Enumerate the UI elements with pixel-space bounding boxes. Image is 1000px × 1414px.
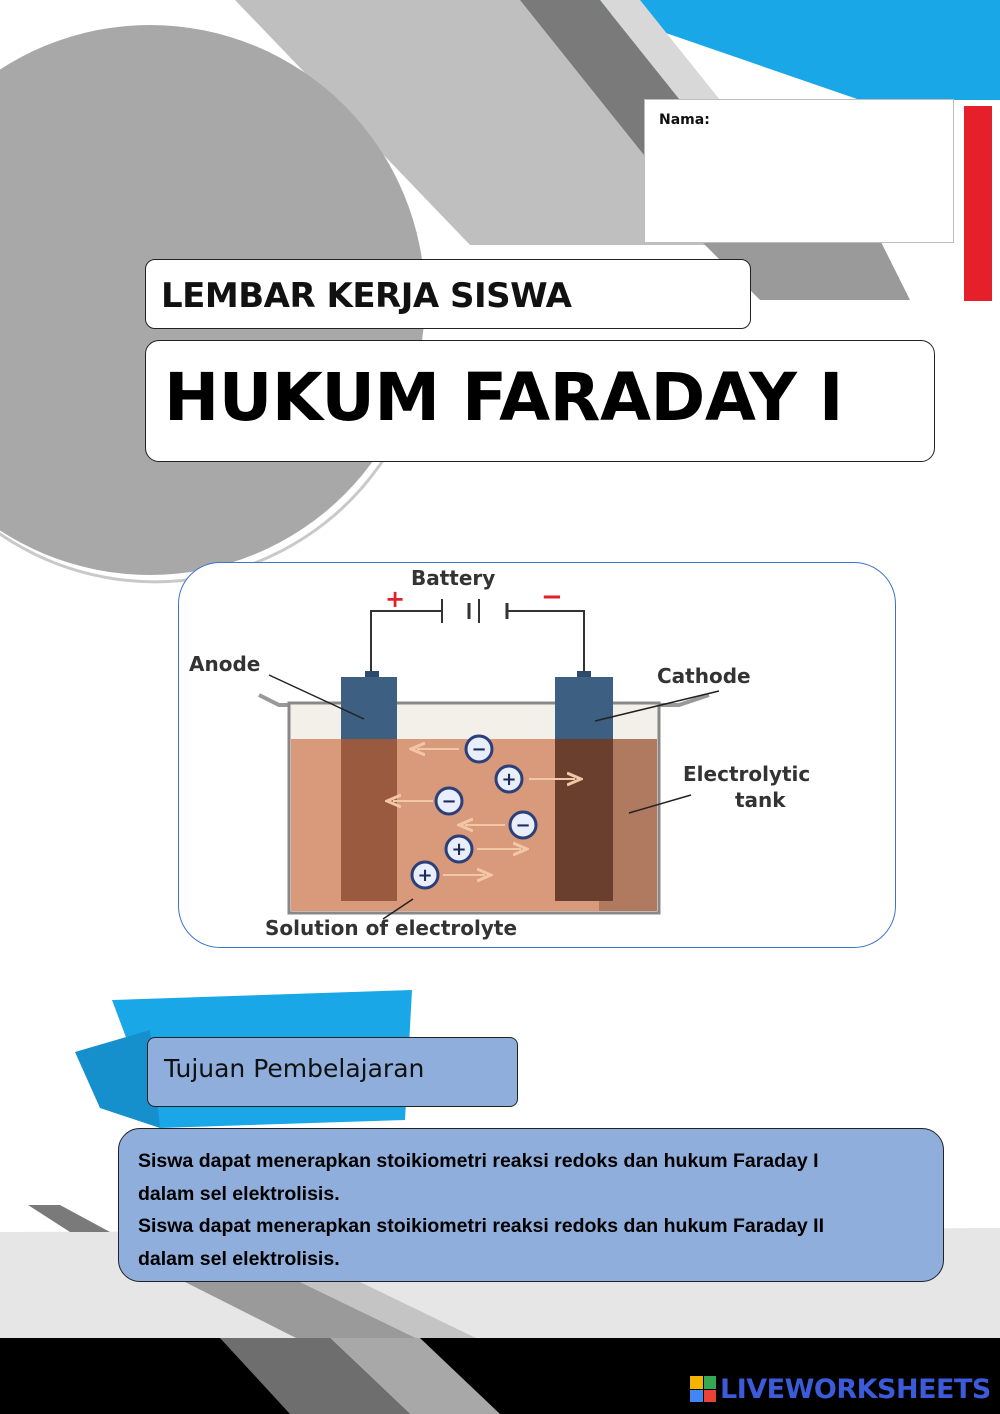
battery-minus: − — [541, 582, 563, 612]
negative-ion — [436, 788, 462, 814]
svg-text:+: + — [451, 839, 467, 860]
red-accent-bar — [964, 106, 992, 301]
objectives-heading: Tujuan Pembelajaran — [164, 1054, 425, 1083]
cathode-label: Cathode — [657, 664, 751, 688]
svg-text:−: − — [441, 791, 457, 812]
title-box — [145, 340, 935, 462]
anode-wire — [371, 611, 434, 675]
name-field[interactable] — [644, 99, 954, 243]
positive-ion — [412, 862, 438, 888]
objective-item: Siswa dapat menerapkan stoikiometri reaksi redoks dan hukum Faraday II dalam sel elektrolisis. — [138, 1215, 825, 1270]
electrolysis-diagram — [178, 562, 896, 948]
solution-label: Solution of electrolyte — [265, 916, 518, 940]
subtitle-box — [145, 259, 751, 329]
liveworksheets-logo-icon — [690, 1376, 716, 1402]
tank-label-line1: Electrolytic — [683, 762, 811, 786]
name-label: Nama: — [659, 112, 710, 128]
svg-text:+: + — [501, 769, 517, 790]
objective-item: Siswa dapat menerapkan stoikiometri reaksi redoks dan hukum Faraday I dalam sel elektrolisis. — [138, 1150, 819, 1205]
svg-text:−: − — [515, 815, 531, 836]
anode-label: Anode — [189, 652, 261, 676]
brand-name: LIVEWORKSHEETS — [720, 1373, 991, 1405]
svg-text:+: + — [417, 865, 433, 886]
objectives-box — [118, 1128, 944, 1282]
battery-label: Battery — [411, 566, 496, 590]
svg-text:−: − — [471, 739, 487, 760]
tank-label-line2: tank — [735, 788, 786, 812]
positive-ion — [496, 766, 522, 792]
liveworksheets-brand — [690, 1372, 991, 1406]
battery-plus: + — [385, 585, 406, 613]
negative-ion — [466, 736, 492, 762]
objectives-heading-box — [147, 1037, 518, 1107]
negative-ion — [510, 812, 536, 838]
page-title: HUKUM FARADAY I — [164, 359, 843, 436]
worksheet-subtitle: LEMBAR KERJA SISWA — [161, 276, 572, 316]
cathode-wire — [514, 611, 584, 675]
battery-icon — [434, 599, 514, 623]
positive-ion — [446, 836, 472, 862]
objectives-list — [138, 1145, 878, 1275]
